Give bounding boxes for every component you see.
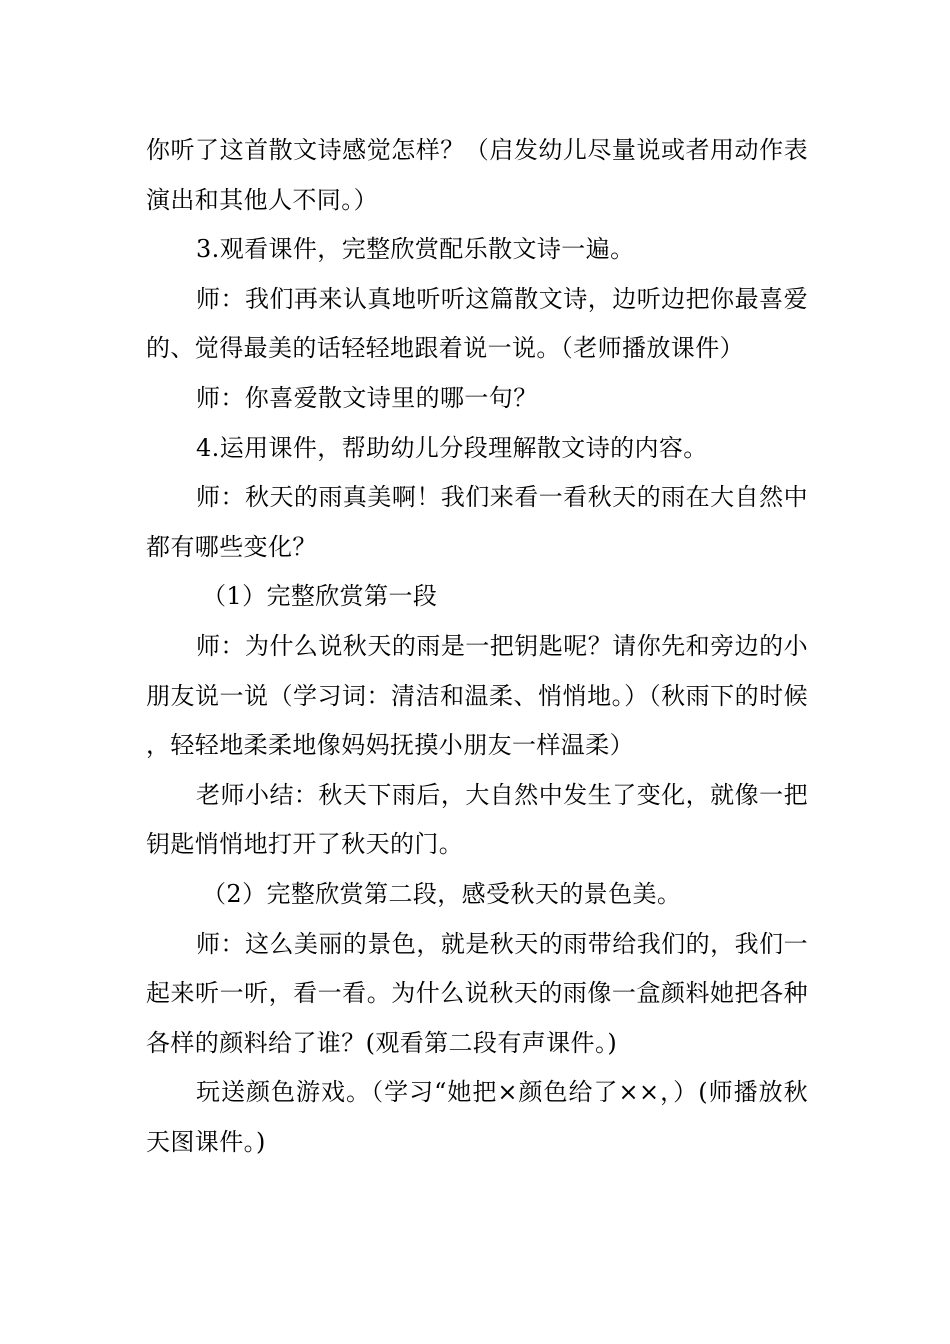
paragraph-teacher-listen: 师：我们再来认真地听听这篇散文诗，边听边把你最喜爱的、觉得最美的话轻轻地跟着说一说。（老师播放课件） (146, 284, 808, 363)
paragraph-teacher-favorite: 师：你喜爱散文诗里的哪一句？ (196, 383, 538, 412)
paragraph-teacher-autumn-rain: 师：秋天的雨真美啊！我们来看一看秋天的雨在大自然中都有哪些变化？ (146, 483, 808, 561)
paragraph-teacher-key: 师：为什么说秋天的雨是一把钥匙呢？请你先和旁边的小朋友说一说（学习词：清洁和温柔、悄悄地。）（秋雨下的时候，轻轻地柔柔地像妈妈抚摸小朋友一样温柔） (146, 631, 808, 760)
paragraph-section-1-heading: （1）完整欣赏第一段 (202, 582, 438, 611)
paragraph-teacher-colors: 师：这么美丽的景色，就是秋天的雨带给我们的，我们一起来听一听，看一看。为什么说秋天的雨像一盒颜料她把各种各样的颜料给了谁？(观看第二段有声课件。) (146, 929, 808, 1057)
paragraph-step-3: 3.观看课件，完整欣赏配乐散文诗一遍。 (196, 235, 635, 264)
paragraph-color-game: 玩送颜色游戏。（学习“她把×颜色给了××，）(师播放秋天图课件。) (146, 1078, 808, 1156)
paragraph-step-4: 4.运用课件，帮助幼儿分段理解散文诗的内容。 (196, 433, 708, 462)
document-body (146, 126, 808, 1167)
paragraph-intro-question: 你听了这首散文诗感觉怎样？（启发幼儿尽量说或者用动作表演出和其他人不同。） (146, 136, 808, 214)
paragraph-teacher-summary: 老师小结：秋天下雨后，大自然中发生了变化，就像一把钥匙悄悄地打开了秋天的门。 (146, 780, 808, 859)
paragraph-section-2-heading: （2）完整欣赏第二段，感受秋天的景色美。 (202, 879, 682, 908)
